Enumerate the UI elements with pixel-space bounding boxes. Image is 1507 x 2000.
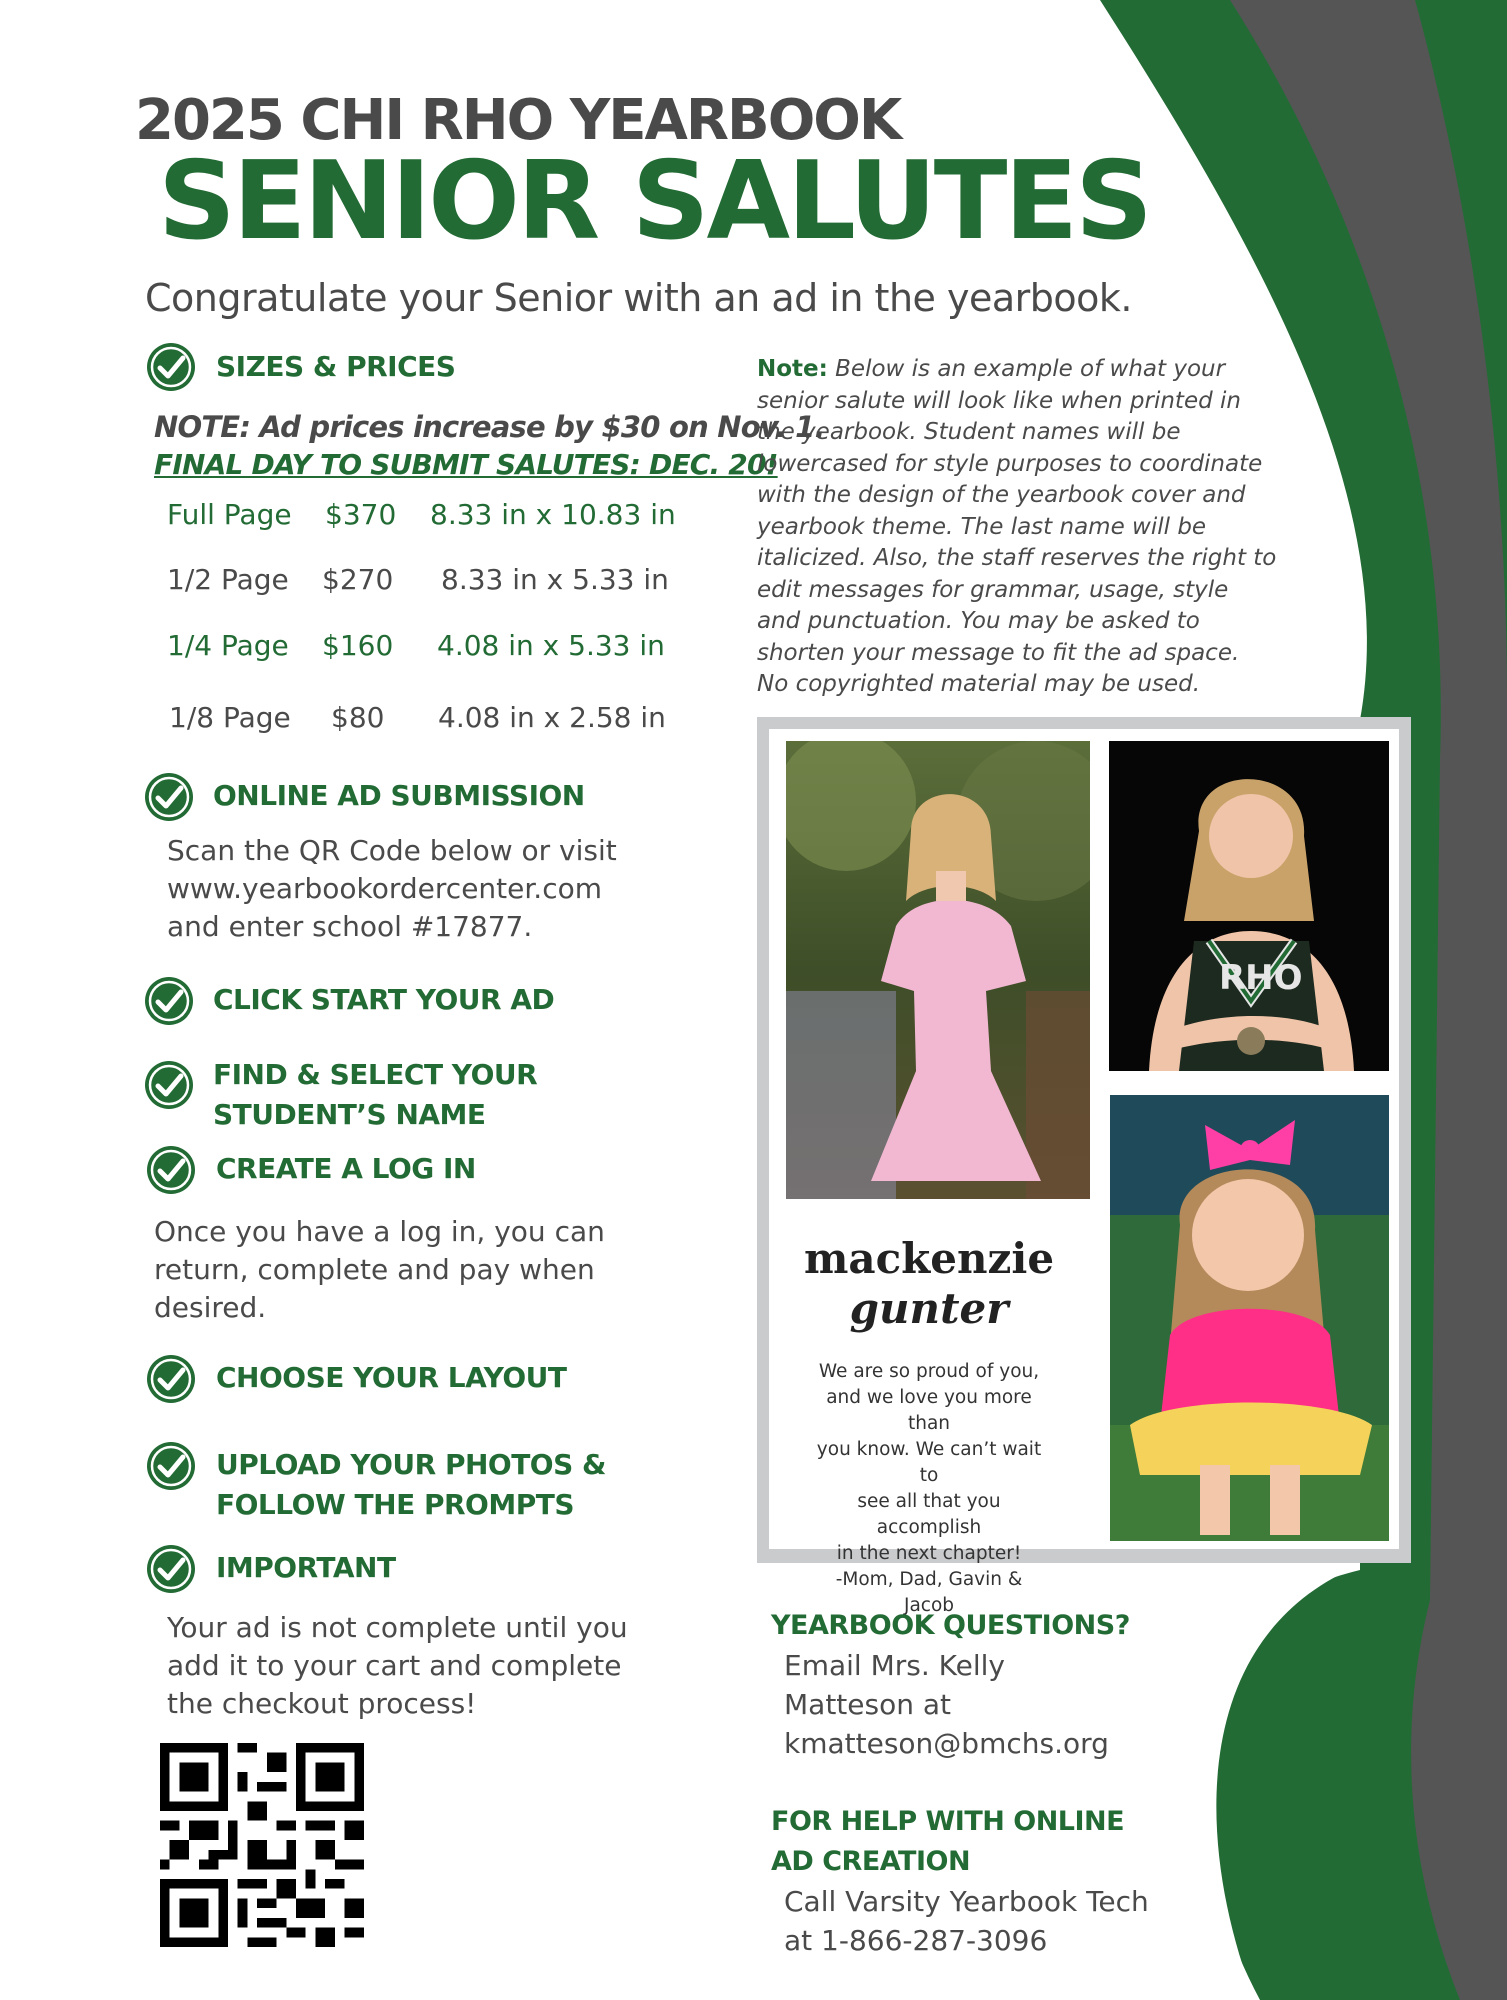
- childhood-photo: [1110, 1095, 1389, 1541]
- text-line: the checkout process!: [167, 1687, 477, 1720]
- ad-dimensions: 8.33 in x 5.33 in: [441, 563, 669, 596]
- text-line: Call Varsity Yearbook Tech: [784, 1885, 1149, 1918]
- upload-photos-heading: [216, 1445, 606, 1525]
- create-login-heading: CREATE A LOG IN: [216, 1152, 476, 1185]
- checkmark-icon: [143, 975, 195, 1027]
- ad-size: 1/4 Page: [167, 629, 289, 662]
- heading-line: UPLOAD YOUR PHOTOS &: [216, 1448, 606, 1481]
- create-login-text: [154, 1213, 605, 1327]
- page-title: SENIOR SALUTES: [158, 139, 1150, 264]
- questions-text: [784, 1646, 1130, 1763]
- important-heading: IMPORTANT: [216, 1551, 396, 1584]
- sample-ad-frame: [757, 717, 1411, 1616]
- heading-line: FOR HELP WITH ONLINE: [771, 1806, 1125, 1837]
- message-line: and we love you more than: [826, 1387, 1032, 1434]
- ad-message: [809, 1359, 1049, 1619]
- help-text: [784, 1882, 1149, 1960]
- example-note: [757, 354, 1277, 701]
- page-subtitle: Congratulate your Senior with an ad in the yearbook.: [145, 276, 1132, 320]
- online-help: [771, 1802, 1149, 1960]
- ad-size: Full Page: [167, 498, 292, 531]
- deadline-note: FINAL DAY TO SUBMIT SALUTES: DEC. 20!: [154, 448, 778, 481]
- note-label: Note:: [757, 356, 828, 382]
- note-text: Below is an example of what your senior salute will look like when printed in the yearbook. Student names will be lowercased for style purposes to coordinate with the design of the yearbook cover and yearbook theme. The last name will be italicized. Also, the staff reserves the right to edit messages for grammar, usage, style and punctuation. You may be asked to shorten your message to fit the ad space. No copyrighted material may be used.: [757, 356, 1277, 697]
- click-start-heading: CLICK START YOUR AD: [213, 983, 555, 1016]
- ad-size: 1/2 Page: [167, 563, 289, 596]
- website-link[interactable]: www.yearbookordercenter.com: [167, 872, 603, 905]
- checkmark-icon: [143, 771, 195, 823]
- student-first-name: mackenzie: [803, 1234, 1055, 1283]
- price-increase-note: NOTE: Ad prices increase by $30 on Nov. 1.: [154, 410, 825, 444]
- message-line: in the next chapter!: [836, 1543, 1022, 1564]
- ad-price: $80: [331, 701, 385, 734]
- ad-price: $370: [325, 498, 397, 531]
- sample-ad: [769, 729, 1399, 1616]
- message-line: -Mom, Dad, Gavin & Jacob: [835, 1569, 1023, 1616]
- text-line: Your ad is not complete until you: [167, 1611, 628, 1644]
- text-line: Once you have a log in, you can: [154, 1215, 605, 1248]
- text-line: Matteson at: [784, 1688, 952, 1721]
- email-link[interactable]: kmatteson@bmchs.org: [784, 1727, 1109, 1760]
- checkmark-icon: [145, 1543, 197, 1595]
- questions-heading: YEARBOOK QUESTIONS?: [771, 1610, 1130, 1641]
- yearbook-questions: [771, 1606, 1130, 1763]
- ad-price: $270: [322, 563, 394, 596]
- help-heading: [771, 1802, 1149, 1882]
- find-select-heading: [213, 1055, 537, 1135]
- ad-dimensions: 8.33 in x 10.83 in: [430, 498, 676, 531]
- phone-link[interactable]: at 1-866-287-3096: [784, 1924, 1048, 1957]
- ad-dimensions: 4.08 in x 5.33 in: [437, 629, 665, 662]
- text-line: desired.: [154, 1291, 267, 1324]
- checkmark-icon: [143, 1059, 195, 1111]
- jersey-text: RHO: [1219, 958, 1303, 998]
- heading-line: AD CREATION: [771, 1846, 971, 1877]
- important-text: [167, 1609, 628, 1723]
- qr-code[interactable]: [160, 1743, 364, 1947]
- cheer-portrait-photo: [1109, 741, 1389, 1071]
- text-line: and enter school #17877.: [167, 910, 533, 943]
- yearbook-kicker: 2025 CHI RHO YEARBOOK: [135, 88, 901, 153]
- heading-line: STUDENT’S NAME: [213, 1098, 486, 1131]
- text-line: Email Mrs. Kelly: [784, 1649, 1005, 1682]
- checkmark-icon: [145, 1440, 197, 1492]
- online-submission-text: [167, 832, 617, 946]
- text-line: Scan the QR Code below or visit: [167, 834, 617, 867]
- message-line: you know. We can’t wait to: [816, 1439, 1042, 1486]
- checkmark-icon: [145, 341, 197, 393]
- online-submission-heading: ONLINE AD SUBMISSION: [213, 779, 585, 812]
- student-last-name: gunter: [849, 1284, 1009, 1333]
- text-line: return, complete and pay when: [154, 1253, 595, 1286]
- checkmark-icon: [145, 1144, 197, 1196]
- ad-size: 1/8 Page: [169, 701, 291, 734]
- message-line: We are so proud of you,: [818, 1361, 1040, 1382]
- message-line: see all that you accomplish: [857, 1491, 1001, 1538]
- choose-layout-heading: CHOOSE YOUR LAYOUT: [216, 1361, 567, 1394]
- text-line: add it to your cart and complete: [167, 1649, 622, 1682]
- heading-line: FOLLOW THE PROMPTS: [216, 1488, 574, 1521]
- sizes-prices-heading: SIZES & PRICES: [216, 350, 456, 383]
- ad-dimensions: 4.08 in x 2.58 in: [438, 701, 666, 734]
- heading-line: FIND & SELECT YOUR: [213, 1058, 538, 1091]
- checkmark-icon: [145, 1353, 197, 1405]
- senior-portrait-photo: [786, 741, 1090, 1199]
- ad-price: $160: [322, 629, 394, 662]
